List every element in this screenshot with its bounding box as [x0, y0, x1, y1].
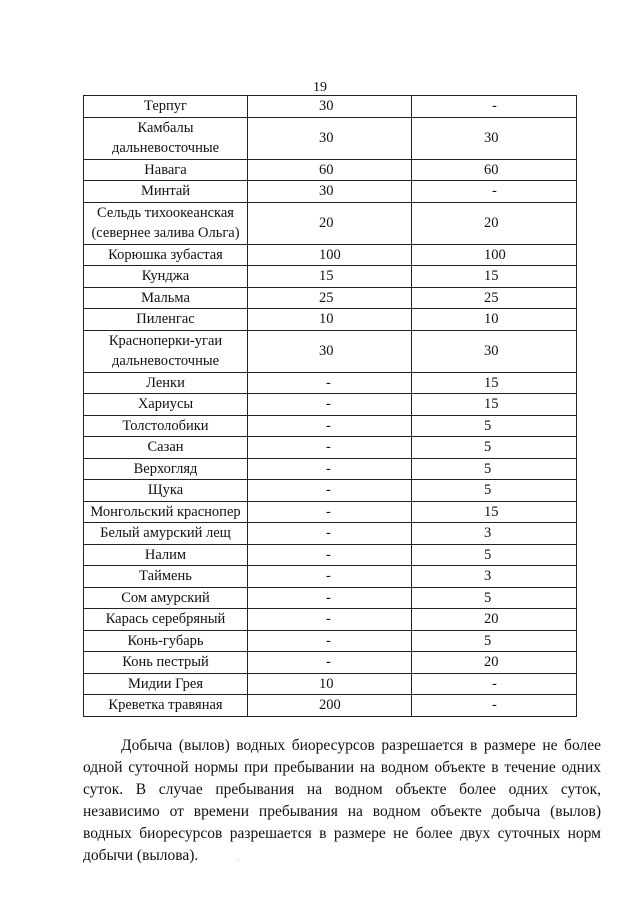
table-row — [84, 630, 577, 652]
catch-norms-table — [83, 95, 577, 717]
norm-value: - — [326, 396, 331, 412]
norm-value-cell — [248, 159, 412, 181]
norm-value: - — [326, 460, 331, 477]
norm-value: - — [326, 632, 331, 649]
norm-value: - — [492, 183, 497, 199]
norm-value: 30 — [319, 129, 334, 146]
norm-value-cell — [248, 287, 412, 309]
table-row — [84, 159, 577, 181]
table-row — [84, 415, 577, 437]
page-number: 19 — [313, 80, 327, 95]
table-row — [84, 437, 577, 459]
norm-value-cell — [412, 330, 577, 372]
norm-value-cell — [412, 587, 577, 609]
norm-value: - — [326, 482, 331, 498]
norm-value: - — [326, 503, 331, 520]
table-row — [84, 117, 577, 159]
norm-value-cell — [248, 415, 412, 437]
norm-value: 30 — [484, 342, 499, 359]
species-name-cell: Мальма — [84, 287, 248, 309]
norm-value: 200 — [319, 697, 341, 713]
species-name-cell: Кунджа — [84, 266, 248, 288]
species-name-cell: Пиленгас — [84, 309, 248, 331]
norm-value-cell — [412, 609, 577, 631]
norm-value: 3 — [484, 568, 492, 584]
norm-value: 15 — [484, 396, 499, 412]
norm-value-cell — [412, 652, 577, 674]
norm-value: 5 — [484, 439, 492, 455]
table-row — [84, 394, 577, 416]
norm-value-cell — [248, 266, 412, 288]
species-name-cell: Монгольский краснопер — [84, 501, 248, 523]
norm-value-cell — [412, 415, 577, 437]
norm-value-cell — [248, 437, 412, 459]
scan-mark — [238, 860, 239, 861]
norm-value-cell — [248, 695, 412, 717]
norm-value: 10 — [484, 311, 499, 327]
paragraph-text: Добыча (вылов) водных биоресурсов разрешается в размере не более одной суточной нормы при пребывании на водном объекте в течение одних суток. В случае пребывания на водном объекте более одних суток, независимо от времени пребывания на водном объекте добыча (вылов) водных биоресурсов разрешается в размере не более двух суточных норм добычи (вылова). — [83, 737, 601, 864]
norm-value: - — [326, 568, 331, 584]
table-row — [84, 609, 577, 631]
norm-value-cell — [412, 117, 577, 159]
norm-value-cell — [412, 287, 577, 309]
norm-value-cell — [412, 523, 577, 545]
norm-value-cell — [412, 181, 577, 203]
norm-value: 25 — [319, 289, 334, 306]
norm-value: 5 — [484, 546, 492, 563]
species-name-cell: Конь пестрый — [84, 652, 248, 674]
norm-value-cell — [412, 630, 577, 652]
norm-value-cell — [412, 266, 577, 288]
norm-value: - — [326, 611, 331, 627]
species-name-cell: Навага — [84, 159, 248, 181]
norm-value: - — [492, 697, 497, 713]
norm-value-cell — [412, 501, 577, 523]
norm-value-cell — [248, 652, 412, 674]
species-name-cell: Сом амурский — [84, 587, 248, 609]
norm-value: 5 — [484, 417, 492, 434]
norm-value-cell — [248, 117, 412, 159]
table-row — [84, 501, 577, 523]
species-name-cell: Конь-губарь — [84, 630, 248, 652]
species-name-cell: Сазан — [84, 437, 248, 459]
species-name-cell: Ленки — [84, 372, 248, 394]
norm-value: - — [326, 654, 331, 670]
norm-value: 5 — [484, 589, 492, 606]
norm-value-cell — [248, 309, 412, 331]
species-name-cell: Щука — [84, 480, 248, 502]
species-name-cell: Камбалы дальневосточные — [84, 117, 248, 159]
norm-value-cell — [248, 609, 412, 631]
species-name-cell: Корюшка зубастая — [84, 244, 248, 266]
norm-value-cell — [248, 372, 412, 394]
species-name-cell: Сельдь тихоокеанская (севернее залива Ольга) — [84, 202, 248, 244]
norm-value-cell — [248, 480, 412, 502]
norm-value: 5 — [484, 632, 492, 649]
table-row — [84, 96, 577, 118]
norm-value: - — [326, 374, 331, 391]
norm-value-cell — [248, 566, 412, 588]
norm-value: - — [326, 417, 331, 434]
norm-value-cell — [412, 96, 577, 118]
norm-value-cell — [248, 202, 412, 244]
norm-value: 100 — [319, 246, 341, 263]
norm-value: 30 — [484, 129, 499, 146]
norm-value: - — [326, 439, 331, 455]
norm-value: - — [326, 546, 331, 563]
norm-value: - — [326, 589, 331, 606]
norm-value-cell — [412, 394, 577, 416]
table-row — [84, 181, 577, 203]
species-name-cell: Карась серебряный — [84, 609, 248, 631]
norm-value: 5 — [484, 482, 492, 498]
norm-value: 30 — [319, 183, 334, 199]
norm-value-cell — [248, 330, 412, 372]
table-row — [84, 202, 577, 244]
norm-value: 60 — [484, 161, 499, 178]
norm-value-cell — [412, 309, 577, 331]
table-row — [84, 523, 577, 545]
table-row — [84, 309, 577, 331]
norm-value-cell — [412, 372, 577, 394]
norm-value: 15 — [484, 503, 499, 520]
norm-value: 30 — [319, 342, 334, 359]
table-row — [84, 673, 577, 695]
norm-value-cell — [248, 587, 412, 609]
norm-value: 100 — [484, 246, 506, 263]
species-name-cell: Верхогляд — [84, 458, 248, 480]
norm-value: - — [492, 98, 497, 114]
norm-value: 10 — [319, 675, 334, 692]
norm-value: - — [326, 525, 331, 541]
norm-value-cell — [412, 695, 577, 717]
norm-value: 25 — [484, 289, 499, 306]
norm-value-cell — [248, 394, 412, 416]
species-name-cell: Креветка травяная — [84, 695, 248, 717]
norm-value-cell — [412, 544, 577, 566]
norm-value: 15 — [484, 374, 499, 391]
norm-value: 20 — [484, 214, 499, 231]
norm-value: 3 — [484, 525, 492, 541]
norm-value-cell — [412, 437, 577, 459]
table-row — [84, 266, 577, 288]
table-row — [84, 652, 577, 674]
species-name-cell: Хариусы — [84, 394, 248, 416]
norm-value: 20 — [484, 654, 499, 670]
norm-value-cell — [412, 159, 577, 181]
norm-value: 15 — [319, 268, 334, 284]
species-name-cell: Белый амурский лещ — [84, 523, 248, 545]
norm-value-cell — [248, 673, 412, 695]
norm-value: 15 — [484, 268, 499, 284]
norm-value-cell — [248, 96, 412, 118]
species-name-cell: Налим — [84, 544, 248, 566]
species-name-cell: Таймень — [84, 566, 248, 588]
table-row — [84, 695, 577, 717]
norm-value: 10 — [319, 311, 334, 327]
norm-value: 60 — [319, 161, 334, 178]
norm-value-cell — [248, 501, 412, 523]
species-name-cell: Минтай — [84, 181, 248, 203]
table-row — [84, 566, 577, 588]
norm-value-cell — [248, 181, 412, 203]
norm-value-cell — [248, 544, 412, 566]
norm-value-cell — [248, 523, 412, 545]
norm-value-cell — [248, 244, 412, 266]
table-row — [84, 244, 577, 266]
norm-value: 20 — [484, 611, 499, 627]
norm-value-cell — [412, 202, 577, 244]
norm-value-cell — [412, 566, 577, 588]
norm-value-cell — [248, 630, 412, 652]
table-row — [84, 330, 577, 372]
species-name-cell: Мидии Грея — [84, 673, 248, 695]
table-row — [84, 458, 577, 480]
table-row — [84, 587, 577, 609]
norm-value-cell — [412, 244, 577, 266]
table-row — [84, 372, 577, 394]
catch-rule-paragraph — [83, 735, 601, 867]
norm-value-cell — [412, 480, 577, 502]
norm-value: 30 — [319, 98, 334, 114]
norm-value: 20 — [319, 214, 334, 231]
species-name-cell: Толстолобики — [84, 415, 248, 437]
norm-value-cell — [412, 673, 577, 695]
norm-value-cell — [412, 458, 577, 480]
species-name-cell: Терпуг — [84, 96, 248, 118]
norm-value-cell — [248, 458, 412, 480]
table-row — [84, 480, 577, 502]
table-row — [84, 544, 577, 566]
species-name-cell: Красноперки-угаи дальневосточные — [84, 330, 248, 372]
norm-value: 5 — [484, 460, 492, 477]
table-row — [84, 287, 577, 309]
norm-value: - — [492, 675, 497, 692]
